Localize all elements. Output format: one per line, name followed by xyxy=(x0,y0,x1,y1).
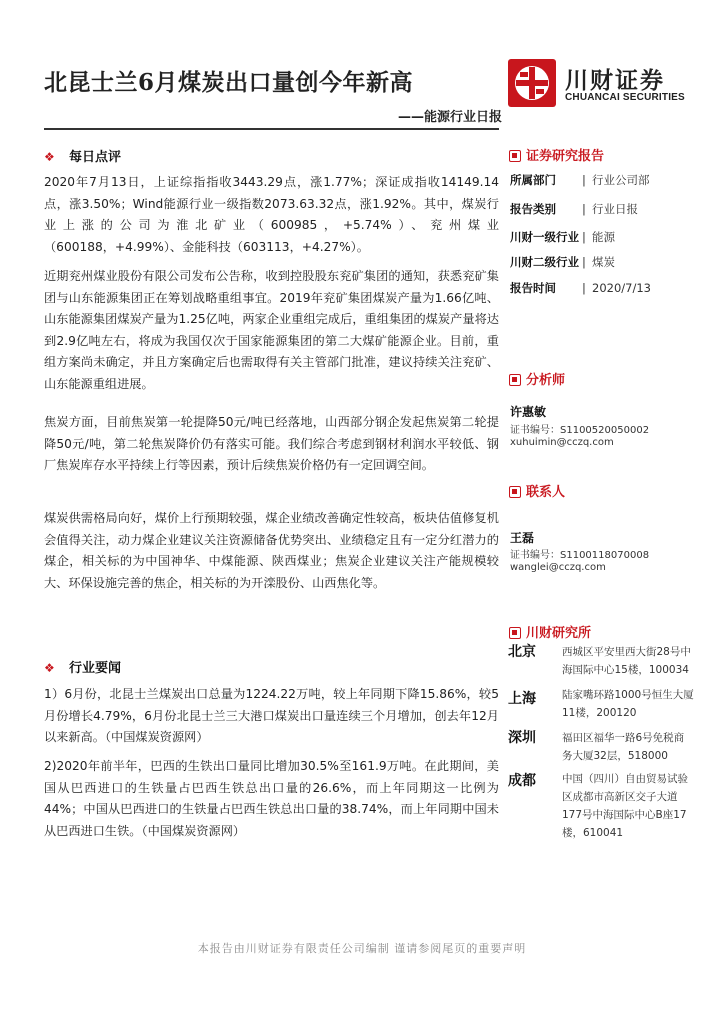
daily-review-heading-text: 每日点评 xyxy=(69,150,122,165)
meta-key: 川财一级行业 xyxy=(510,230,579,244)
meta-key: 所属部门 xyxy=(510,173,556,187)
meta-value: 2020/7/13 xyxy=(592,281,651,295)
paragraph-text: 2020年7月13日，上证综指指收3443.29点，涨1.77%；深证成指收14149.14点，涨3.50%；Wind能源行业一级指数2073.63.32点，涨1.92%。其中，煤炭行业上涨的公司为淮北矿业（600985，+5.74%）、兖州煤业（600188，+4.99%）、金能科技（603113，+4.27%）。 xyxy=(44,175,499,254)
company-logo xyxy=(507,58,697,108)
industry-news-para-2 xyxy=(44,756,499,842)
address-line: 中国（四川）自由贸易试验 xyxy=(562,773,688,785)
square-bullet-icon xyxy=(509,150,521,162)
report-subtitle: ——能源行业日报 xyxy=(397,110,502,125)
diamond-bullet-icon: ❖ xyxy=(44,150,55,164)
office-city: 北京 xyxy=(508,644,536,660)
address-line: 177号中海国际中心B座17 xyxy=(562,809,687,821)
meta-separator: | xyxy=(582,255,586,269)
paragraph-text: 近期兖州煤业股份有限公司发布公告称，收到控股股东兖矿集团的通知，获悉兖矿集团与山东能源集团正在筹划战略重组事宜。2019年兖矿集团煤炭产量为1.66亿吨、山东能源集团煤炭产量为1.25亿吨，两家企业重组完成后，重组集团的煤炭产量将达到2.9亿吨左右，将成为我国仅次于国家能源集团的第二大煤矿能源企业。目前，重组方案尚未确定，并且方案确定后也需取得有关主管部门批准，建议持续关注兖矿、山东能源重组进展。 xyxy=(44,269,499,391)
meta-separator: | xyxy=(582,202,586,216)
square-bullet-icon xyxy=(509,486,521,498)
address-line: 楼，610041 xyxy=(562,827,624,839)
contact-email[interactable]: wanglei@cczq.com xyxy=(510,562,606,573)
address-line: 陆家嘴环路1000号恒生大厦 xyxy=(562,689,694,701)
daily-review-para-4 xyxy=(44,508,499,594)
analyst-email[interactable]: xuhuimin@cczq.com xyxy=(510,437,614,448)
research-heading xyxy=(509,622,591,641)
office-address xyxy=(562,729,702,765)
meta-value: 行业日报 xyxy=(592,202,638,216)
meta-key: 川财二级行业 xyxy=(510,255,579,269)
meta-row-industry-l1 xyxy=(510,229,615,245)
meta-separator: | xyxy=(582,230,586,244)
contact-name: 王磊 xyxy=(510,531,535,545)
logo-chinese-name: 川财证券 xyxy=(565,68,665,94)
daily-review-para-2 xyxy=(44,266,499,395)
meta-value: 能源 xyxy=(592,230,615,244)
address-line: 福田区福华一路6号免税商 xyxy=(562,732,685,744)
header-divider xyxy=(44,128,499,130)
paragraph-text: 煤炭供需格局向好，煤价上行预期较强，煤企业绩改善确定性较高，板块估值修复机会值得关注，动力煤企业建议关注资源储备优势突出、业绩稳定且有一定分红潜力的煤企，相关标的为中国神华、中煤能源、陕西煤业；焦炭企业建议关注产能规模较大、环保设施完善的焦企，相关标的为开滦股份、山西焦化等。 xyxy=(44,511,499,590)
analyst-heading-text: 分析师 xyxy=(526,373,566,388)
square-bullet-icon xyxy=(509,374,521,386)
analyst-cert: 证书编号：S1100520050002 xyxy=(510,425,650,436)
analyst-name: 许惠敏 xyxy=(510,405,547,419)
meta-row-report-date xyxy=(510,280,651,296)
meta-value: 煤炭 xyxy=(592,255,615,269)
research-heading-text: 川财研究所 xyxy=(526,626,592,641)
analyst-heading xyxy=(509,369,565,388)
daily-review-heading xyxy=(44,146,121,165)
meta-key: 报告时间 xyxy=(510,281,556,295)
contact-heading-text: 联系人 xyxy=(526,485,566,500)
meta-key: 报告类别 xyxy=(510,202,556,216)
office-city: 成都 xyxy=(508,773,536,789)
logo-mark-icon xyxy=(507,58,557,108)
address-line: 海国际中心15楼，100034 xyxy=(562,664,689,676)
meta-row-category xyxy=(510,201,638,217)
footer-disclaimer: 本报告由川财证券有限责任公司编制 谨请参阅尾页的重要声明 xyxy=(197,942,527,955)
logo-english-name: CHUANCAI SECURITIES xyxy=(565,92,685,103)
address-line: 11楼，200120 xyxy=(562,707,637,719)
industry-news-para-1 xyxy=(44,684,499,749)
office-address xyxy=(562,643,702,679)
report-info-heading xyxy=(509,145,604,164)
office-address xyxy=(562,686,702,722)
contact-heading xyxy=(509,481,565,500)
report-info-heading-text: 证券研究报告 xyxy=(526,149,605,164)
daily-review-para-3 xyxy=(44,412,499,477)
report-title: 北昆士兰6月煤炭出口量创今年新高 xyxy=(44,69,414,96)
address-line: 区成都市高新区交子大道 xyxy=(562,791,678,803)
daily-review-para-1 xyxy=(44,172,499,258)
paragraph-text: 1）6月份，北昆士兰煤炭出口总量为1224.22万吨，较上年同期下降15.86%，较5月份增长4.79%，6月份北昆士兰三大港口煤炭出口量连续三个月增加，创去年12月以来新高。（中国煤炭资源网） xyxy=(44,687,499,744)
meta-row-department xyxy=(510,172,650,188)
contact-cert: 证书编号：S1100118070008 xyxy=(510,550,650,561)
office-city: 深圳 xyxy=(508,730,536,746)
address-line: 务大厦32层，518000 xyxy=(562,750,668,762)
diamond-bullet-icon: ❖ xyxy=(44,661,55,675)
industry-news-heading xyxy=(44,657,121,676)
paragraph-text: 2)2020年前半年，巴西的生铁出口量同比增加30.5%至161.9万吨。在此期间，美国从巴西进口的生铁量占巴西生铁总出口量的26.6%，而上年同期这一比例为44%；中国从巴西进口的生铁量占巴西生铁总出口量的38.74%，而上年同期中国未从巴西进口生铁。（中国煤炭资源网） xyxy=(44,759,499,838)
square-bullet-icon xyxy=(509,627,521,639)
paragraph-text: 焦炭方面，目前焦炭第一轮提降50元/吨已经落地，山西部分钢企发起焦炭第二轮提降50元/吨，第二轮焦炭降价仍有落实可能。我们综合考虑到钢材利润水平较低、钢厂焦炭库存水平持续上行等因素，预计后续焦炭价格仍有一定回调空间。 xyxy=(44,415,499,472)
meta-row-industry-l2 xyxy=(510,254,615,270)
office-city: 上海 xyxy=(508,691,536,707)
meta-separator: | xyxy=(582,281,586,295)
industry-news-heading-text: 行业要闻 xyxy=(69,661,122,676)
address-line: 西城区平安里西大街28号中 xyxy=(562,646,691,658)
meta-value: 行业公司部 xyxy=(592,173,650,187)
office-address xyxy=(562,770,702,842)
meta-separator: | xyxy=(582,173,586,187)
